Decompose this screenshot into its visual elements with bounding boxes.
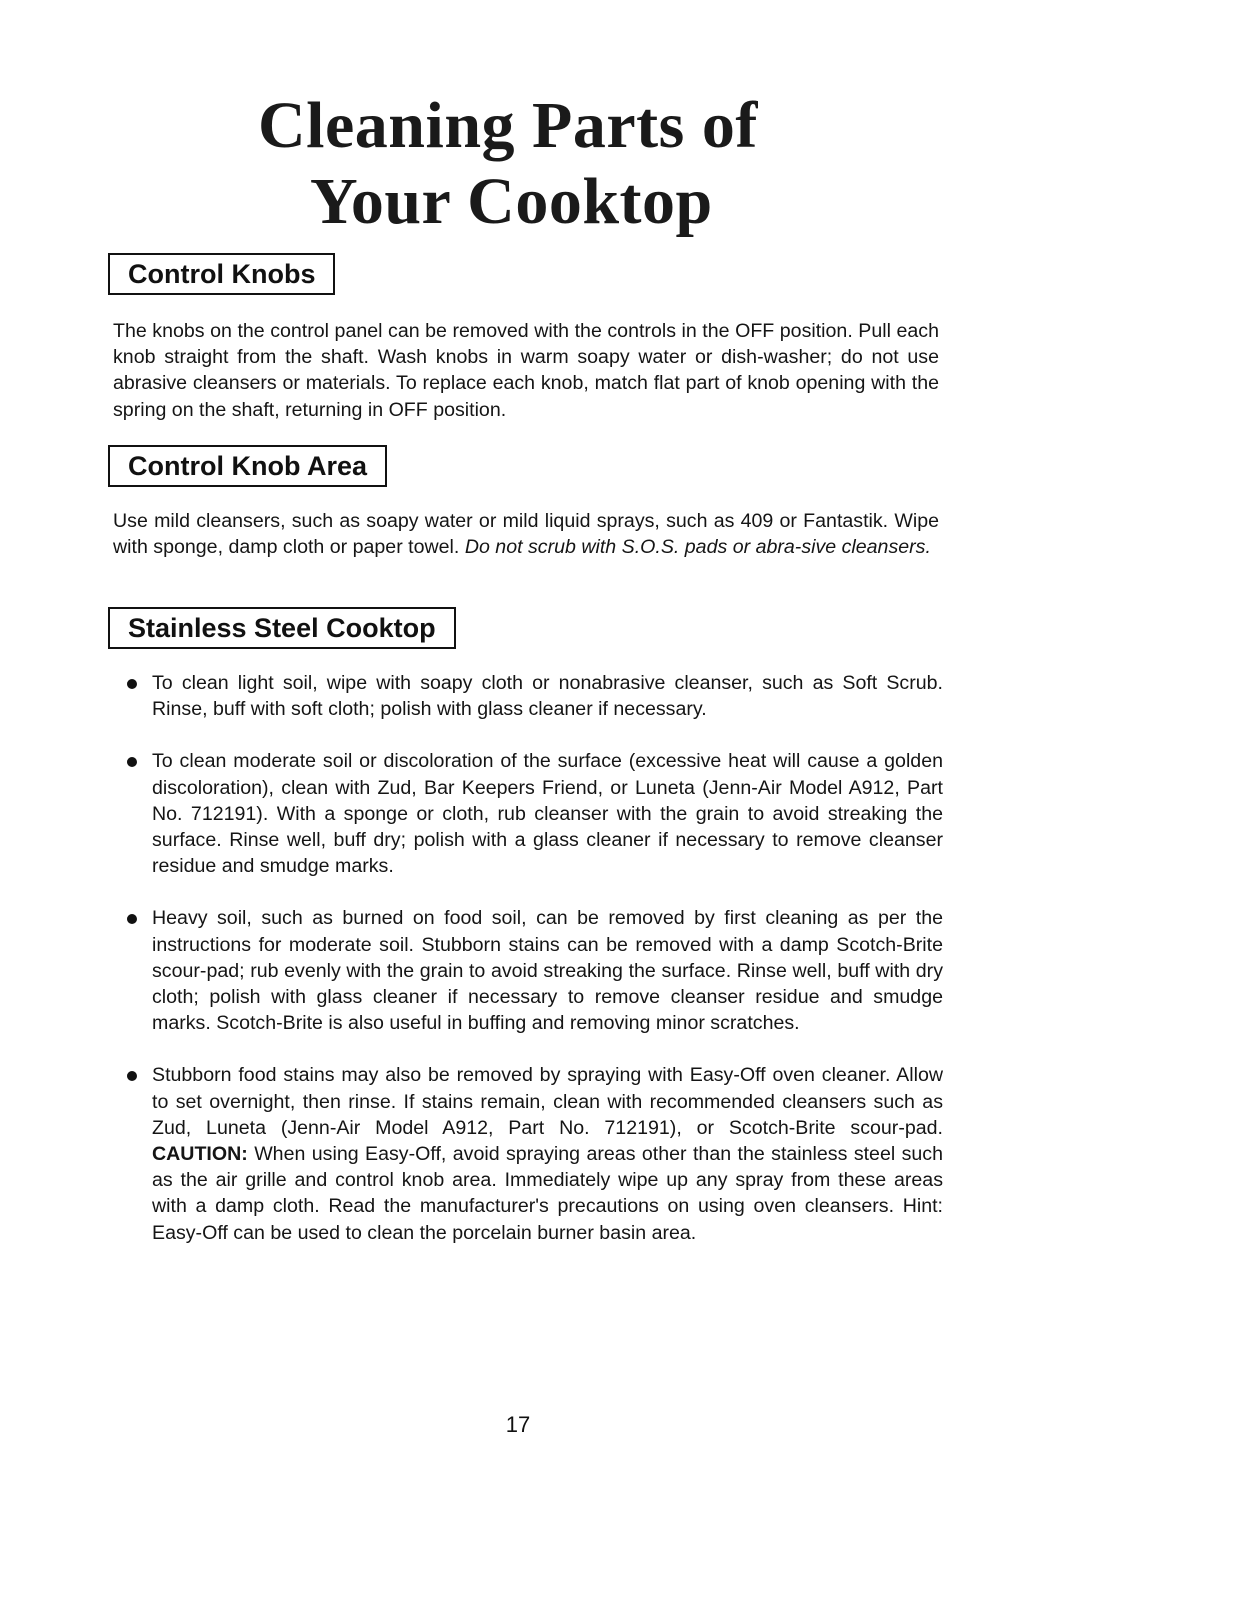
page-title-line2: Your Cooktop	[310, 165, 713, 238]
bullet-icon	[127, 914, 137, 924]
control-knob-area-text-regular: Use mild cleansers, such as soapy water or mild liquid sprays, such as 409 or Fantastik. Wipe with sponge, damp cloth or paper towel.	[113, 510, 939, 559]
bullet-text: Heavy soil, such as burned on food soil, can be removed by first cleaning as per the instructions for moderate soil. Stubborn stains can be removed with a damp Scotch-Brite scour-pad; rub evenly with the grain to avoid streaking the surface. Rinse well, buff with dry cloth; polish with glass cleaner if necessary to remove cleanser residue and smudge marks. Scotch-Brite is also useful in buffing and removing minor scratches.	[152, 907, 943, 1035]
section-heading-stainless-steel-cooktop: Stainless Steel Cooktop	[108, 607, 456, 649]
bullet-icon	[127, 757, 137, 767]
control-knobs-text: The knobs on the control panel can be removed with the controls in the OFF position. Pull each knob straight from the shaft. Wash knobs in warm soapy water or dish-washer; do not use abrasive cleansers or materials. To replace each knob, match flat part of knob opening with the spring on the shaft, returning in OFF position.	[113, 320, 939, 421]
section-heading-control-knob-area: Control Knob Area	[108, 445, 387, 487]
page-title	[258, 88, 898, 240]
bullet-text: To clean light soil, wipe with soapy cloth or nonabrasive cleanser, such as Soft Scrub. Rinse, buff with soft cloth; polish with glass cleaner if necessary.	[152, 672, 943, 721]
bullet-text-after: When using Easy-Off, avoid spraying areas other than the stainless steel such as the air grille and control knob area. Immediately wipe up any spray from these areas with a damp cloth. Read the manufacturer's precautions on using oven cleansers. Hint: Easy-Off can be used to clean the porcelain burner basin area.	[152, 1143, 943, 1244]
list-item	[113, 748, 943, 879]
bullet-icon	[127, 679, 137, 689]
section-heading-control-knobs: Control Knobs	[108, 253, 335, 295]
bullet-text-before: Stubborn food stains may also be removed by spraying with Easy-Off oven cleaner. Allow to set overnight, then rinse. If stains remain, clean with recommended cleansers such as Zud, Luneta (Jenn-Air Model A912, Part No. 712191), or Scotch-Brite scour-pad.	[152, 1064, 943, 1139]
control-knob-area-text-warning: Do not scrub with S.O.S. pads or abra-sive cleansers.	[464, 536, 931, 559]
control-knob-area-text	[113, 508, 939, 560]
page-number: 17	[505, 1412, 531, 1437]
bullet-icon	[127, 1071, 137, 1081]
list-item	[113, 670, 943, 722]
stainless-steel-bullet-list	[113, 670, 943, 1272]
list-item	[113, 905, 943, 1036]
page-title-line1: Cleaning Parts of	[258, 89, 758, 162]
bullet-text: To clean moderate soil or discoloration of the surface (excessive heat will cause a golden discoloration), clean with Zud, Bar Keepers Friend, or Luneta (Jenn-Air Model A912, Part No. 712191). With a sponge or cloth, rub cleanser with the grain to avoid streaking the surface. Rinse well, buff dry; polish with a glass cleaner if necessary to remove cleanser residue and smudge marks.	[152, 750, 943, 878]
caution-label: CAUTION:	[152, 1143, 248, 1166]
list-item	[113, 1062, 943, 1245]
